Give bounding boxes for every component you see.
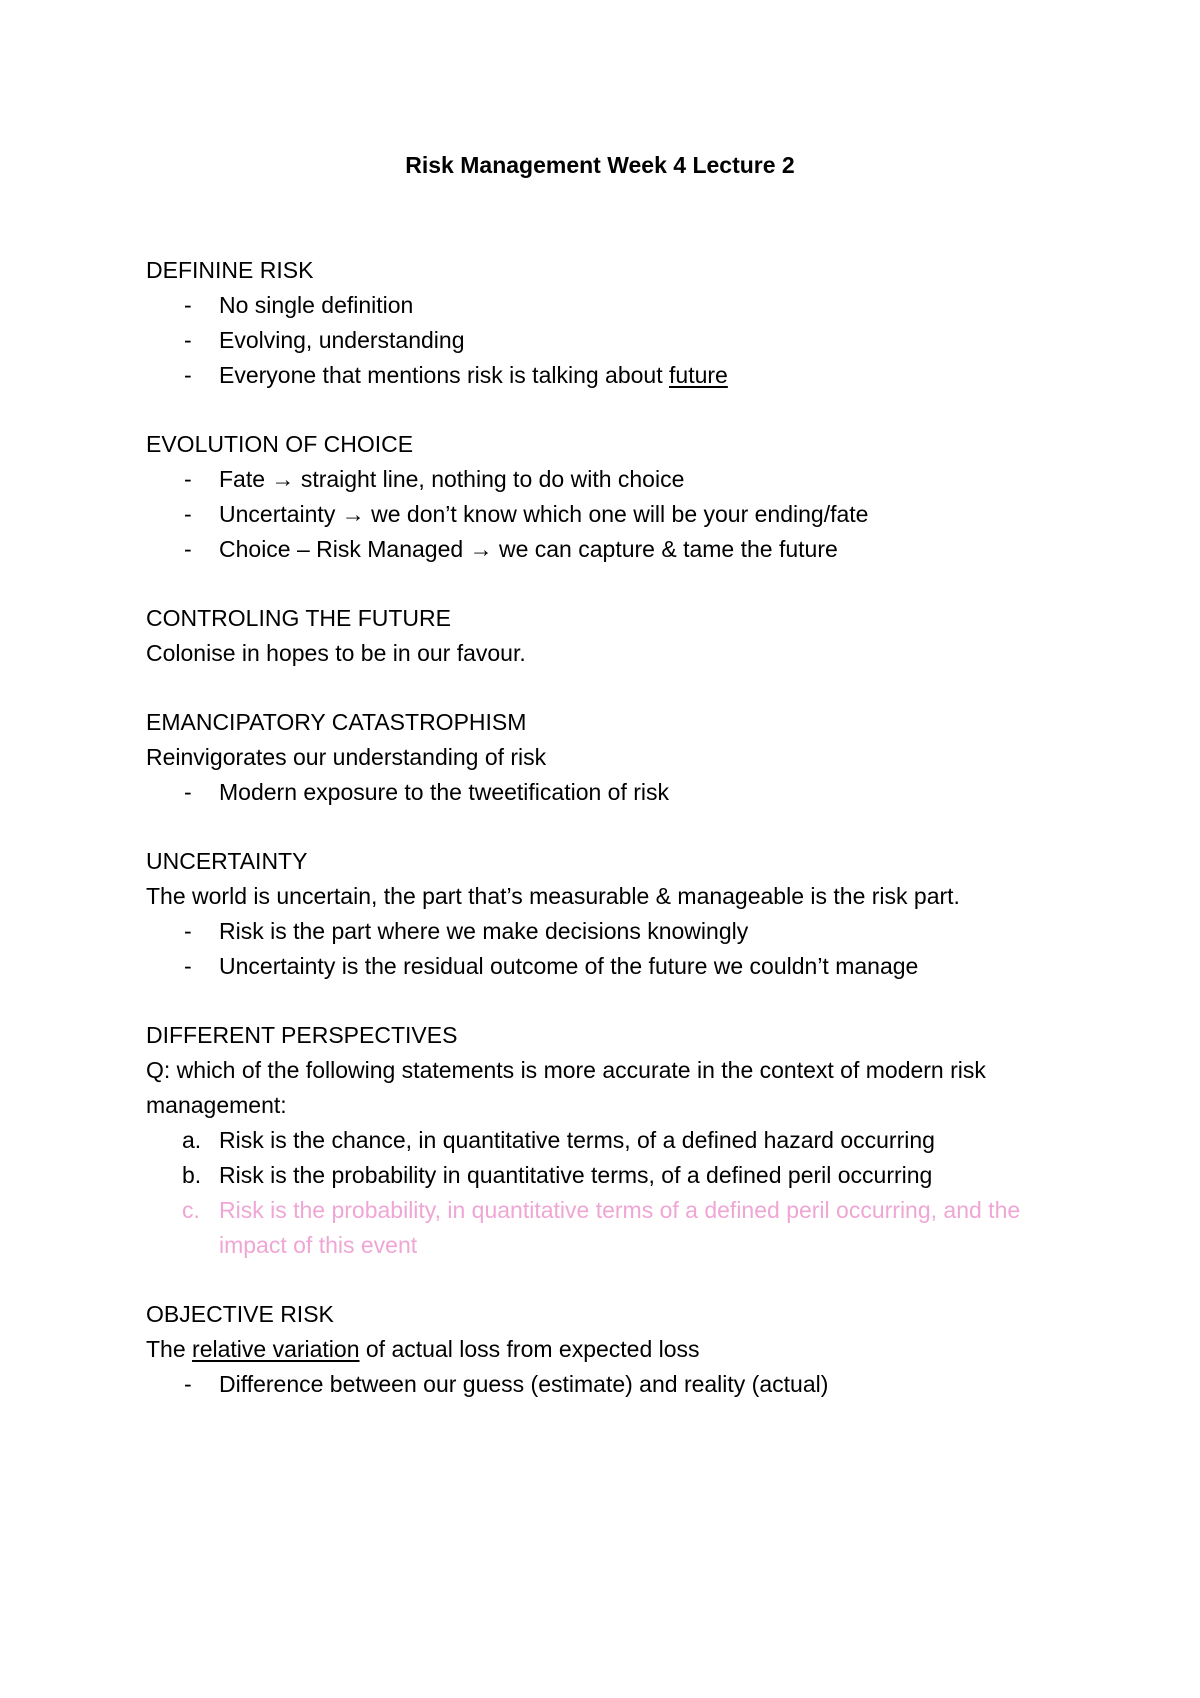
arrow-icon: → (469, 536, 493, 562)
paragraph: The world is uncertain, the part that’s measurable & manageable is the risk part. (146, 883, 960, 909)
dash-marker: - (184, 1371, 192, 1397)
list-item: - Risk is the part where we make decisions knowingly (146, 914, 1076, 949)
section-heading: CONTROLING THE FUTURE (146, 605, 451, 631)
question-text: Q: which of the following statements is more accurate in the context of modern risk management: (146, 1057, 986, 1118)
section-heading: UNCERTAINTY (146, 848, 308, 874)
page-title: Risk Management Week 4 Lecture 2 (405, 152, 795, 178)
options-list (146, 1123, 1076, 1263)
list-item: - Difference between our guess (estimate) and reality (actual) (146, 1367, 1076, 1402)
bullet-list (146, 914, 1076, 984)
bullet-list (146, 775, 1076, 810)
section-evolution-of-choice (146, 427, 1076, 567)
section-heading: EMANCIPATORY CATASTROPHISM (146, 709, 527, 735)
dash-marker: - (184, 536, 192, 562)
dash-marker: - (184, 362, 192, 388)
list-item: - Uncertainty is the residual outcome of the future we couldn’t manage (146, 949, 1076, 984)
dash-marker: - (184, 292, 192, 318)
section-heading: DEFININE RISK (146, 257, 314, 283)
option-a: a. Risk is the chance, in quantitative terms, of a defined hazard occurring (146, 1123, 1076, 1158)
list-item: - Fate → straight line, nothing to do with choice (146, 462, 1076, 497)
option-letter: a. (182, 1127, 202, 1153)
paragraph: Reinvigorates our understanding of risk (146, 744, 547, 770)
option-letter: b. (182, 1162, 202, 1188)
dash-marker: - (184, 466, 192, 492)
list-item: - Evolving, understanding (146, 323, 1076, 358)
dash-marker: - (184, 327, 192, 353)
dash-marker: - (184, 953, 192, 979)
bullet-list (146, 462, 1076, 567)
document-body (146, 253, 1076, 1436)
list-item: - Uncertainty → we don’t know which one will be your ending/fate (146, 497, 1076, 532)
dash-marker: - (184, 779, 192, 805)
arrow-icon: → (271, 466, 295, 492)
dash-marker: - (184, 918, 192, 944)
arrow-icon: → (341, 501, 365, 527)
bullet-list (146, 288, 1076, 393)
paragraph: The relative variation of actual loss from expected loss (146, 1336, 700, 1362)
section-controling-the-future (146, 601, 1076, 671)
underlined-text: relative variation (192, 1336, 360, 1362)
section-defining-risk (146, 253, 1076, 393)
section-heading: DIFFERENT PERSPECTIVES (146, 1022, 458, 1048)
paragraph: Colonise in hopes to be in our favour. (146, 640, 526, 666)
list-item: - Everyone that mentions risk is talking about future (146, 358, 1076, 393)
section-heading: EVOLUTION OF CHOICE (146, 431, 414, 457)
section-different-perspectives (146, 1018, 1076, 1263)
section-objective-risk (146, 1297, 1076, 1402)
option-c-highlighted: c. Risk is the probability, in quantitative terms of a defined peril occurring, and the impact of this event (146, 1193, 1076, 1263)
dash-marker: - (184, 501, 192, 527)
bullet-list (146, 1367, 1076, 1402)
list-item: - No single definition (146, 288, 1076, 323)
section-emancipatory-catastrophism (146, 705, 1076, 810)
list-item: - Modern exposure to the tweetification of risk (146, 775, 1076, 810)
option-b: b. Risk is the probability in quantitative terms, of a defined peril occurring (146, 1158, 1076, 1193)
underlined-text: future (669, 362, 728, 388)
option-letter: c. (182, 1197, 200, 1223)
list-item: - Choice – Risk Managed → we can capture & tame the future (146, 532, 1076, 567)
section-uncertainty (146, 844, 1076, 984)
section-heading: OBJECTIVE RISK (146, 1301, 334, 1327)
